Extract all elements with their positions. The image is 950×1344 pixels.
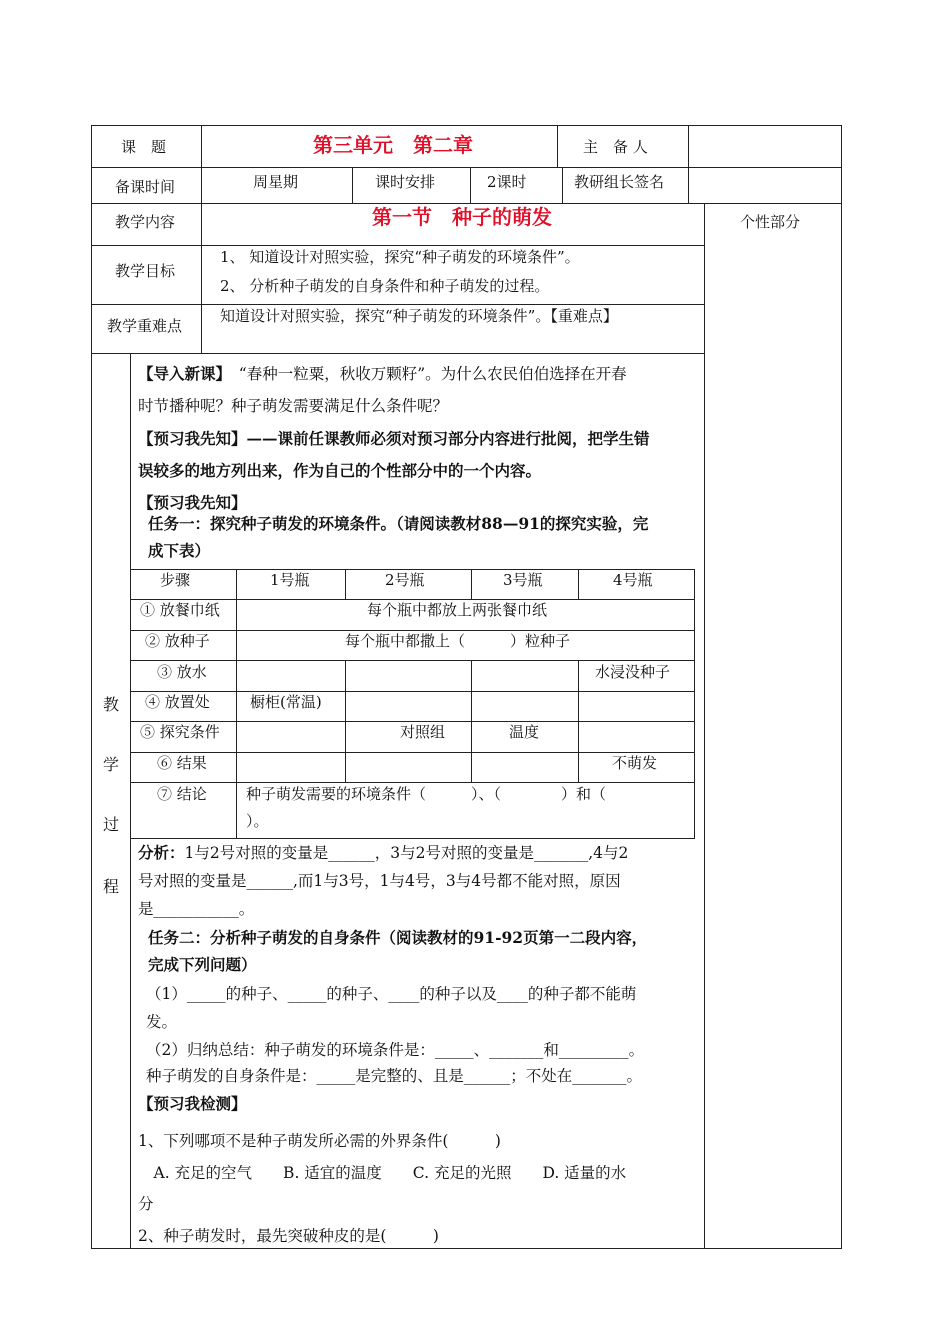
exp-header-bottle-4: 4号瓶 xyxy=(613,571,653,589)
header-vline-r1b xyxy=(688,125,689,168)
exp-row-label-6: ⑥ 结果 xyxy=(157,754,207,772)
personal-label: 个性部分 xyxy=(740,213,801,231)
quiz-q1: 1、下列哪项不是种子萌发所必需的外界条件( ) xyxy=(138,1132,501,1150)
content-value: 第一节 种子的萌发 xyxy=(372,205,552,229)
exp-row-label-5: ⑤ 探究条件 xyxy=(140,723,220,741)
exp-cond-3: 温度 xyxy=(509,723,540,741)
key-label: 教学重难点 xyxy=(107,317,183,335)
exp-header-bottle-2: 2号瓶 xyxy=(385,571,425,589)
content-label: 教学内容 xyxy=(115,213,176,231)
topic-value: 第三单元 第二章 xyxy=(313,133,473,157)
check-title: 【预习我检测】 xyxy=(138,1094,247,1113)
analysis-text-1: 1与2号对照的变量是______，3与2号对照的变量是_______,4与2 xyxy=(184,844,629,862)
preview-note-line-2: 误较多的地方列出来，作为自己的个性部分中的一个内容。 xyxy=(138,461,542,480)
exp-vline-1 xyxy=(236,569,237,839)
header-vline-r2d xyxy=(688,167,689,204)
preview-note-line-1: 【预习我先知】——课前任课教师必须对预习部分内容进行批阅，把学生错 xyxy=(138,429,650,448)
exp-place-1: 橱柜(常温) xyxy=(250,693,322,711)
exp-row-label-2: ② 放种子 xyxy=(145,632,210,650)
header-line-2 xyxy=(91,203,842,204)
q1-line-2: 发。 xyxy=(146,1013,178,1031)
exp-result-4: 不萌发 xyxy=(612,754,658,772)
schedule-label: 课时安排 xyxy=(375,173,436,191)
analysis-line-2: 号对照的变量是______,而1与3号，1与4号，3与4号都不能对照，原因 xyxy=(138,872,621,890)
header-vline-r2b xyxy=(470,167,471,204)
analysis-tag: 分析： xyxy=(138,843,185,862)
process-label-1: 教 xyxy=(103,695,120,714)
intro-line-1 xyxy=(138,364,627,384)
intro-line-2: 时节播种呢？种子萌发需要满足什么条件呢？ xyxy=(138,397,449,415)
task2-line-1: 任务二：分析种子萌发的自身条件（阅读教材的91-92页第一二段内容， xyxy=(148,928,648,947)
quiz-q1-options: A. 充足的空气 B. 适宜的温度 C. 充足的光照 D. 适量的水 xyxy=(138,1164,627,1182)
intro-text-1: “春种一粒粟，秋收万颗籽”。为什么农民伯伯选择在开春 xyxy=(223,365,627,383)
exp-vline-4a xyxy=(578,569,579,600)
topic-label: 课 题 xyxy=(121,138,167,156)
task1-line-2: 成下表） xyxy=(148,541,211,560)
exp-vline-3b xyxy=(471,660,472,783)
exp-line-4 xyxy=(130,691,695,692)
goal-2: 2、 分析种子萌发的自身条件和种子萌发的过程。 xyxy=(220,277,550,295)
exp-napkin: 每个瓶中都放上两张餐巾纸 xyxy=(367,601,548,619)
exp-line-3 xyxy=(130,660,695,661)
exp-seeds: 每个瓶中都撒上（ ）粒种子 xyxy=(345,632,571,650)
exp-vline-2a xyxy=(345,569,346,600)
header-line-1 xyxy=(91,167,842,168)
exp-water-4: 水浸没种子 xyxy=(595,663,671,681)
header-line-4 xyxy=(91,304,705,305)
goal-1: 1、 知道设计对照实验，探究“种子萌发的环境条件”。 xyxy=(220,248,580,266)
header-vline-r1a xyxy=(557,125,558,168)
exp-line-7 xyxy=(130,782,695,783)
process-label-3: 过 xyxy=(103,815,120,834)
preview-title: 【预习我先知】 xyxy=(138,493,247,512)
exp-line-8 xyxy=(130,838,695,839)
exp-conclusion-1: 种子萌发需要的环境条件（ ）、（ ）和（ xyxy=(246,785,607,803)
exp-header-bottle-3: 3号瓶 xyxy=(503,571,543,589)
process-label-line xyxy=(130,353,131,1249)
exp-header-bottle-1: 1号瓶 xyxy=(270,571,310,589)
header-line-5 xyxy=(91,353,705,354)
process-label-2: 学 xyxy=(103,755,120,774)
time-label: 备课时间 xyxy=(115,178,176,196)
exp-row-label-4: ④ 放置处 xyxy=(145,693,210,711)
q1-line-1: （1）_____的种子、_____的种子、____的种子以及____的种子都不能萌 xyxy=(146,985,637,1003)
exp-row-label-3: ③ 放水 xyxy=(157,663,207,681)
week-label: 周星期 xyxy=(253,173,299,191)
exp-conclusion-2: ）。 xyxy=(246,812,269,830)
frame-top xyxy=(91,125,842,126)
personal-column-line xyxy=(704,203,705,1249)
q2-line-2: 种子萌发的自身条件是：_____是完整的、且是______；不处在_______。 xyxy=(146,1067,643,1085)
q2-line-1: （2）归纳总结：种子萌发的环境条件是：_____、_______和_________。 xyxy=(146,1041,645,1059)
header-vline-r2c xyxy=(562,167,563,204)
header-line-3 xyxy=(91,245,705,246)
key-value: 知道设计对照实验，探究“种子萌发的环境条件”。【重难点】 xyxy=(220,307,618,325)
process-label-4: 程 xyxy=(103,877,120,896)
quiz-q1-wrap: 分 xyxy=(138,1195,154,1213)
exp-cond-2: 对照组 xyxy=(400,723,446,741)
exp-vline-3a xyxy=(471,569,472,600)
quiz-q2: 2、种子萌发时，最先突破种皮的是( ) xyxy=(138,1227,439,1245)
task2-line-2: 完成下列问题） xyxy=(148,955,257,974)
exp-vline-right xyxy=(694,569,695,839)
header-vline-label xyxy=(201,125,202,353)
exp-header-step: 步骤 xyxy=(160,571,191,589)
intro-tag: 【导入新课】 xyxy=(138,364,224,383)
exp-row-label-1: ① 放餐巾纸 xyxy=(140,601,220,619)
frame-right xyxy=(841,125,842,1249)
exp-vline-2b xyxy=(345,660,346,783)
frame-bottom xyxy=(91,1248,842,1249)
goals-label: 教学目标 xyxy=(115,262,176,280)
task1-line-1: 任务一：探究种子萌发的环境条件。（请阅读教材88—91的探究实验，完 xyxy=(148,514,649,533)
analysis-line-3: 是___________。 xyxy=(138,900,255,918)
header-vline-r2a xyxy=(352,167,353,204)
leader-sign-label: 教研组长签名 xyxy=(574,173,665,191)
frame-left xyxy=(91,125,92,1249)
analysis-line-1 xyxy=(138,843,628,863)
exp-row-label-7: ⑦ 结论 xyxy=(157,785,207,803)
hours-value: 2课时 xyxy=(487,173,527,191)
exp-vline-4b xyxy=(578,660,579,783)
exp-line-6 xyxy=(130,752,695,753)
preparer-label: 主 备 人 xyxy=(583,138,648,156)
